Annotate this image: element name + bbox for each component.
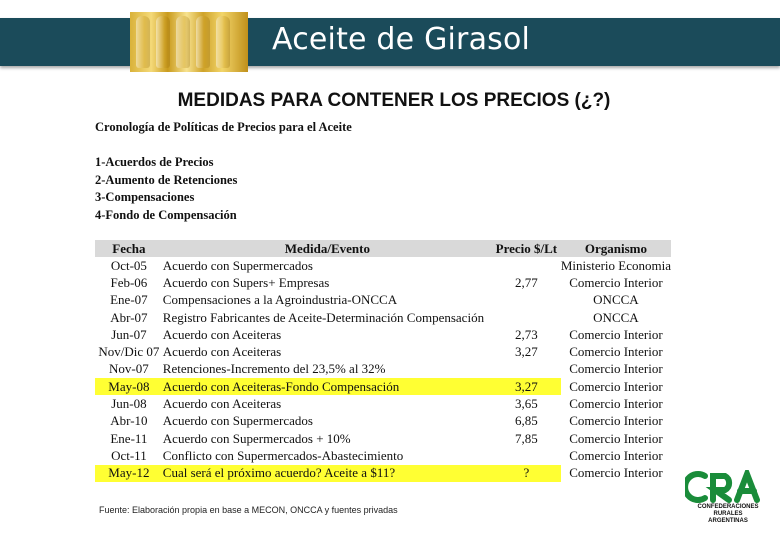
logo-line: CONFEDERACIONES (697, 504, 759, 510)
cell-organismo: Comercio Interior (569, 344, 663, 360)
cell-organismo: Comercio Interior (569, 326, 663, 342)
table-row (95, 430, 671, 447)
cell-fecha: Nov/Dic 07 (98, 344, 160, 360)
cell-organismo: Comercio Interior (569, 361, 663, 377)
cell-precio (492, 257, 561, 274)
cell-fecha: Ene-07 (110, 292, 148, 308)
table-row (95, 395, 671, 412)
cell-medida: Acuerdo con Supermercados (162, 257, 313, 273)
logo-line: RURALES (713, 511, 743, 517)
cell-fecha: Oct-05 (110, 257, 147, 273)
sunflower-oil-bottles-photo (130, 12, 248, 72)
cell-medida: Acuerdo con Supermercados (162, 413, 313, 429)
table-row (95, 343, 671, 360)
cell-fecha: May-08 (95, 378, 163, 395)
cell-precio: 7,85 (515, 430, 538, 446)
cell-organismo: ONCCA (593, 292, 639, 308)
subheading: Cronología de Políticas de Precios para el Aceite (95, 120, 352, 134)
cell-fecha: Nov-07 (109, 361, 149, 377)
cell-precio: ? (492, 465, 561, 482)
cell-precio: 6,85 (515, 413, 538, 429)
cell-medida: Acuerdo con Aceiteras (162, 326, 282, 342)
table-row (95, 361, 671, 378)
table-row (95, 465, 671, 482)
policy-item: 1-Acuerdos de Precios (95, 155, 214, 169)
cell-organismo: Comercio Interior (569, 465, 663, 481)
cell-fecha: Ene-11 (110, 430, 148, 446)
policy-list (95, 154, 237, 224)
table-body (95, 257, 671, 482)
cell-medida: Cual será el próximo acuerdo? Aceite a $11? (163, 465, 492, 482)
cell-medida: Acuerdo con Supermercados + 10% (162, 430, 351, 446)
cell-medida: Acuerdo con Aceiteras (162, 344, 282, 360)
table-row (95, 326, 671, 343)
policy-item: 2-Aumento de Retenciones (95, 172, 238, 187)
cell-medida: Retenciones-Incremento del 23,5% al 32% (162, 361, 386, 377)
cell-medida: Acuerdo con Supers+ Empresas (162, 274, 330, 290)
cell-precio: 2,77 (515, 274, 538, 290)
slide-title: Aceite de Girasol (272, 22, 531, 57)
cell-organismo: Ministerio Economia (560, 257, 671, 273)
cell-medida: Acuerdo con Aceiteras-Fondo Compensación (163, 378, 492, 395)
cell-medida: Compensaciones a la Agroindustria-ONCCA (162, 292, 398, 308)
cell-fecha: Jun-08 (111, 396, 147, 412)
table-row (95, 309, 671, 326)
cell-organismo: ONCCA (593, 309, 639, 325)
table-header-row (95, 240, 671, 257)
cell-fecha: Jun-07 (111, 326, 147, 342)
cell-medida: Registro Fabricantes de Aceite-Determinación Compensación (162, 309, 485, 325)
cell-precio (492, 361, 561, 378)
cell-precio: 3,27 (492, 378, 561, 395)
table-row (95, 378, 671, 395)
logo-line: ARGENTINAS (708, 518, 748, 524)
source-note: Fuente: Elaboración propia en base a MECON, ONCCA y fuentes privadas (99, 505, 398, 515)
cell-precio: 3,27 (515, 344, 538, 360)
cell-medida: Conflicto con Supermercados-Abastecimiento (162, 447, 404, 463)
table-row (95, 274, 671, 291)
cell-organismo: Comercio Interior (569, 447, 663, 463)
column-header-fecha: Fecha (95, 240, 163, 257)
cell-precio (492, 447, 561, 464)
table-row (95, 292, 671, 309)
cra-logo-text (683, 504, 773, 525)
cell-organismo: Comercio Interior (569, 274, 663, 290)
column-header-precio: Precio $/Lt (492, 240, 561, 257)
cell-precio (492, 309, 561, 326)
cell-organismo: Comercio Interior (569, 430, 663, 446)
policy-item: 4-Fondo de Compensación (95, 207, 237, 222)
cell-fecha: May-12 (95, 465, 163, 482)
main-heading: MEDIDAS PARA CONTENER LOS PRECIOS (¿?) (177, 90, 611, 111)
cra-logo-mark (685, 470, 771, 504)
price-policy-table (95, 240, 671, 482)
column-header-medida: Medida/Evento (163, 240, 492, 257)
cell-organismo: Comercio Interior (569, 378, 663, 394)
cell-fecha: Feb-06 (110, 274, 148, 290)
cell-fecha: Oct-11 (111, 447, 147, 463)
cell-fecha: Abr-10 (110, 413, 148, 429)
cra-logo (683, 470, 773, 532)
cell-precio: 2,73 (515, 326, 538, 342)
column-header-organismo: Organismo (561, 240, 671, 257)
table-row (95, 413, 671, 430)
cell-fecha: Abr-07 (110, 309, 148, 325)
cell-medida: Acuerdo con Aceiteras (162, 396, 282, 412)
cell-precio: 3,65 (515, 396, 538, 412)
cell-organismo: Comercio Interior (569, 413, 663, 429)
policy-item: 3-Compensaciones (95, 190, 195, 204)
cell-organismo: Comercio Interior (569, 396, 663, 412)
table-row (95, 447, 671, 464)
cell-precio (492, 292, 561, 309)
table-row (95, 257, 671, 274)
